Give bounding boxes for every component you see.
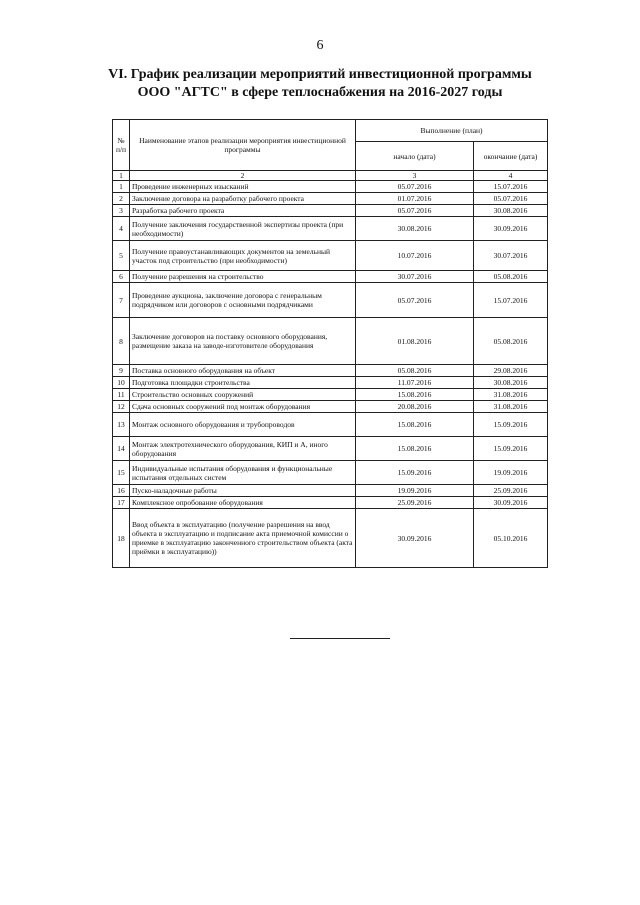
row-start-date: 01.07.2016 — [356, 193, 474, 205]
row-end-date: 29.08.2016 — [474, 365, 548, 377]
row-start-date: 30.08.2016 — [356, 217, 474, 241]
row-name: Комплексное опробование оборудования — [130, 497, 356, 509]
title-line-1: VI. График реализации мероприятий инвестиционной программы — [108, 67, 532, 82]
row-number: 15 — [113, 461, 130, 485]
table-row — [113, 413, 548, 437]
row-start-date: 20.08.2016 — [356, 401, 474, 413]
index-row — [113, 171, 548, 181]
row-start-date: 01.08.2016 — [356, 318, 474, 365]
row-name: Ввод объекта в эксплуатацию (получение разрешения на ввод объекта в эксплуатацию и подписание акта приемочной комиссии о приемке в эксплуатацию законченного строительством объекта (акта приёмки в эксплуатацию)) — [130, 509, 356, 568]
row-name: Пуско-наладочные работы — [130, 485, 356, 497]
row-end-date: 15.07.2016 — [474, 181, 548, 193]
row-number: 13 — [113, 413, 130, 437]
header-name: Наименование этапов реализации мероприятия инвестиционной программы — [130, 120, 356, 171]
row-start-date: 15.08.2016 — [356, 389, 474, 401]
row-start-date: 15.08.2016 — [356, 437, 474, 461]
row-start-date: 30.09.2016 — [356, 509, 474, 568]
row-name: Разработка рабочего проекта — [130, 205, 356, 217]
row-number: 11 — [113, 389, 130, 401]
row-end-date: 30.08.2016 — [474, 205, 548, 217]
row-name: Получение заключения государственной экспертизы проекта (при необходимости) — [130, 217, 356, 241]
row-number: 9 — [113, 365, 130, 377]
row-number: 8 — [113, 318, 130, 365]
row-number: 7 — [113, 283, 130, 318]
table-row — [113, 271, 548, 283]
row-name: Монтаж основного оборудования и трубопроводов — [130, 413, 356, 437]
table-row — [113, 365, 548, 377]
row-number: 10 — [113, 377, 130, 389]
row-start-date: 30.07.2016 — [356, 271, 474, 283]
row-name: Монтаж электротехнического оборудования, КИП и А, иного оборудования — [130, 437, 356, 461]
schedule-table — [112, 119, 548, 568]
row-start-date: 19.09.2016 — [356, 485, 474, 497]
table-row — [113, 193, 548, 205]
row-name: Проведение инженерных изысканий — [130, 181, 356, 193]
row-end-date: 25.09.2016 — [474, 485, 548, 497]
row-name: Получение правоустанавливающих документов на земельный участок под строительство (при необходимости) — [130, 241, 356, 271]
header-num: № п/п — [113, 120, 130, 171]
row-end-date: 30.07.2016 — [474, 241, 548, 271]
row-number: 14 — [113, 437, 130, 461]
row-number: 17 — [113, 497, 130, 509]
row-end-date: 05.08.2016 — [474, 271, 548, 283]
table-row — [113, 497, 548, 509]
row-name: Поставка основного оборудования на объект — [130, 365, 356, 377]
index-cell: 4 — [474, 171, 548, 181]
row-number: 12 — [113, 401, 130, 413]
row-end-date: 15.09.2016 — [474, 413, 548, 437]
row-name: Получение разрешения на строительство — [130, 271, 356, 283]
table-row — [113, 318, 548, 365]
row-start-date: 05.07.2016 — [356, 283, 474, 318]
table-row — [113, 437, 548, 461]
row-end-date: 15.07.2016 — [474, 283, 548, 318]
row-end-date: 30.09.2016 — [474, 217, 548, 241]
row-end-date: 05.08.2016 — [474, 318, 548, 365]
row-end-date: 05.10.2016 — [474, 509, 548, 568]
row-end-date: 30.08.2016 — [474, 377, 548, 389]
row-number: 6 — [113, 271, 130, 283]
page-title — [0, 66, 640, 102]
row-end-date: 19.09.2016 — [474, 461, 548, 485]
row-name: Индивидуальные испытания оборудования и функциональные испытания отдельных систем — [130, 461, 356, 485]
table-row — [113, 401, 548, 413]
row-end-date: 31.08.2016 — [474, 389, 548, 401]
row-number: 16 — [113, 485, 130, 497]
row-start-date: 05.08.2016 — [356, 365, 474, 377]
row-start-date: 25.09.2016 — [356, 497, 474, 509]
row-number: 5 — [113, 241, 130, 271]
row-name: Проведение аукциона, заключение договора с генеральным подрядчиком или договоров с основными подрядчиками — [130, 283, 356, 318]
row-number: 18 — [113, 509, 130, 568]
row-end-date: 15.09.2016 — [474, 437, 548, 461]
row-name: Сдача основных сооружений под монтаж оборудования — [130, 401, 356, 413]
page-number: 6 — [316, 38, 324, 53]
row-start-date: 11.07.2016 — [356, 377, 474, 389]
row-name: Заключение договоров на поставку основного оборудования, размещение заказа на заводе-изготовителе оборудования — [130, 318, 356, 365]
row-start-date: 10.07.2016 — [356, 241, 474, 271]
row-number: 1 — [113, 181, 130, 193]
row-start-date: 05.07.2016 — [356, 181, 474, 193]
index-cell: 2 — [130, 171, 356, 181]
row-end-date: 05.07.2016 — [474, 193, 548, 205]
table-row — [113, 217, 548, 241]
row-number: 3 — [113, 205, 130, 217]
table-row — [113, 509, 548, 568]
row-number: 4 — [113, 217, 130, 241]
header-execution: Выполнение (план) — [356, 120, 548, 142]
table-row — [113, 181, 548, 193]
index-cell: 3 — [356, 171, 474, 181]
header-end: окончание (дата) — [474, 142, 548, 171]
table-row — [113, 485, 548, 497]
table-row — [113, 461, 548, 485]
table-row — [113, 241, 548, 271]
table-row — [113, 389, 548, 401]
row-start-date: 15.08.2016 — [356, 413, 474, 437]
table-row — [113, 283, 548, 318]
index-cell: 1 — [113, 171, 130, 181]
title-line-2: ООО "АГТС" в сфере теплоснабжения на 2016-2027 годы — [137, 85, 503, 100]
separator-line — [290, 638, 390, 639]
row-start-date: 15.09.2016 — [356, 461, 474, 485]
table-row — [113, 377, 548, 389]
row-name: Строительство основных сооружений — [130, 389, 356, 401]
row-start-date: 05.07.2016 — [356, 205, 474, 217]
row-name: Заключение договора на разработку рабочего проекта — [130, 193, 356, 205]
table-row — [113, 205, 548, 217]
row-number: 2 — [113, 193, 130, 205]
row-name: Подготовка площадки строительства — [130, 377, 356, 389]
row-end-date: 31.08.2016 — [474, 401, 548, 413]
header-start: начало (дата) — [356, 142, 474, 171]
row-end-date: 30.09.2016 — [474, 497, 548, 509]
